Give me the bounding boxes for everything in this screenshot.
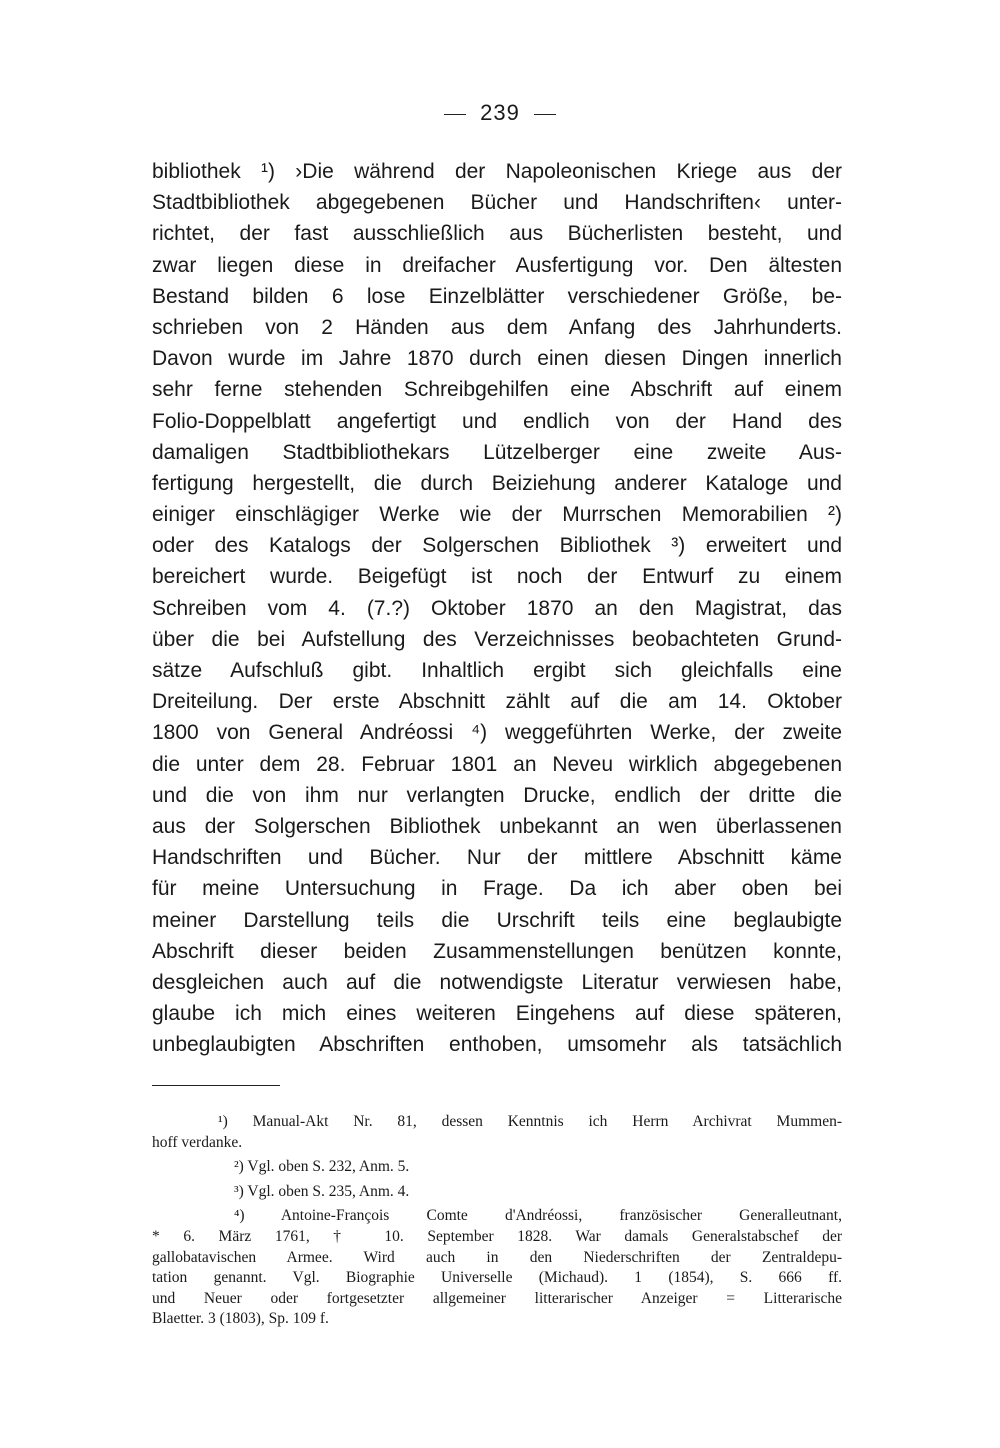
header-dash-left bbox=[444, 114, 466, 115]
text-line: Bestand bilden 6 lose Einzelblätter verschiedener Größe, be- bbox=[152, 284, 842, 308]
text-line: Dreiteilung. Der erste Abschnitt zählt auf die am 14. Oktober bbox=[152, 690, 842, 714]
text-line: desgleichen auch auf die notwendigste Literatur verwiesen habe, bbox=[152, 970, 842, 994]
text-line: die unter dem 28. Februar 1801 an Neveu wirklich abgegebenen bbox=[152, 752, 842, 776]
text-line: über die bei Aufstellung des Verzeichnisses beobachteten Grund- bbox=[152, 627, 842, 651]
text-line: Schreiben vom 4. (7.?) Oktober 1870 an den Magistrat, das bbox=[152, 596, 842, 620]
main-text bbox=[152, 156, 842, 1060]
text-line: Handschriften und Bücher. Nur der mittlere Abschnitt käme bbox=[152, 846, 842, 870]
text-line: für meine Untersuchung in Frage. Da ich aber oben bei bbox=[152, 877, 842, 901]
footnote-line: hoff verdanke. bbox=[152, 1133, 243, 1151]
text-line: und die von ihm nur verlangten Drucke, endlich der dritte die bbox=[152, 783, 842, 807]
text-line: Stadtbibliothek abgegebenen Bücher und Handschriften‹ unter- bbox=[152, 191, 842, 215]
text-line: oder des Katalogs der Solgerschen Bibliothek ³) erweitert und bbox=[152, 534, 842, 558]
footnote-line: tation genannt. Vgl. Biographie Universelle (Michaud). 1 (1854), S. 666 ff. bbox=[152, 1269, 842, 1287]
footnote-line: Blaetter. 3 (1803), Sp. 109 f. bbox=[152, 1310, 329, 1328]
footnote-line: und Neuer oder fortgesetzter allgemeiner litterarischer Anzeiger = Litterarische bbox=[152, 1289, 842, 1307]
text-line: schrieben von 2 Händen aus dem Anfang des Jahrhunderts. bbox=[152, 315, 842, 339]
text-line: Folio-Doppelblatt angefertigt und endlich von der Hand des bbox=[152, 409, 842, 433]
footnote-line: gallobatavischen Armee. Wird auch in den Niederschriften der Zentraldepu- bbox=[152, 1248, 842, 1266]
footnote-line: ⁴) Antoine-François Comte d'Andréossi, französischer Generalleutnant, bbox=[234, 1207, 842, 1225]
text-line: unbeglaubigten Abschriften enthoben, umsomehr als tatsächlich bbox=[152, 1033, 842, 1057]
text-line: damaligen Stadtbibliothekars Lützelberger eine zweite Aus- bbox=[152, 440, 842, 464]
text-line: Davon wurde im Jahre 1870 durch einen diesen Dingen innerlich bbox=[152, 347, 842, 371]
text-line: aus der Solgerschen Bibliothek unbekannt an wen überlassenen bbox=[152, 814, 842, 838]
footnote-4 bbox=[152, 1206, 842, 1330]
text-line: richtet, der fast ausschließlich aus Bücherlisten besteht, und bbox=[152, 222, 842, 246]
text-line: bibliothek ¹) ›Die während der Napoleonischen Kriege aus der bbox=[152, 160, 842, 183]
text-line: Abschrift dieser beiden Zusammenstellungen benützen konnte, bbox=[152, 939, 842, 963]
text-line: meiner Darstellung teils die Urschrift teils eine beglaubigte bbox=[152, 908, 842, 932]
footnote-line: ²) Vgl. oben S. 232, Anm. 5. bbox=[234, 1158, 410, 1176]
text-line: sätze Aufschluß gibt. Inhaltlich ergibt sich gleichfalls eine bbox=[152, 659, 842, 682]
page-header bbox=[0, 100, 1000, 126]
text-line: glaube ich mich eines weiteren Eingehens auf diese späteren, bbox=[152, 1002, 842, 1026]
text-line: 1800 von General Andréossi ⁴) weggeführten Werke, der zweite bbox=[152, 721, 842, 745]
text-line: fertigung hergestellt, die durch Beiziehung anderer Kataloge und bbox=[152, 471, 842, 495]
footnote-line: ³) Vgl. oben S. 235, Anm. 4. bbox=[234, 1182, 410, 1200]
header-dash-right bbox=[534, 114, 556, 115]
footnote-line: ¹) Manual-Akt Nr. 81, dessen Kenntnis ich Herrn Archivrat Mummen- bbox=[218, 1113, 842, 1130]
footnote-divider bbox=[152, 1085, 280, 1086]
footnote-1 bbox=[152, 1112, 842, 1153]
footnote-line: * 6. März 1761, † 10. September 1828. War damals Generalstabschef der bbox=[152, 1227, 842, 1245]
footnote-3 bbox=[152, 1182, 842, 1203]
page-number: 239 bbox=[480, 100, 520, 125]
footnote-2 bbox=[152, 1157, 842, 1178]
footnotes bbox=[152, 1112, 842, 1330]
text-line: einiger einschlägiger Werke wie der Murrschen Memorabilien ²) bbox=[152, 503, 842, 527]
text-line: sehr ferne stehenden Schreibgehilfen eine Abschrift auf einem bbox=[152, 378, 842, 402]
text-line: zwar liegen diese in dreifacher Ausfertigung vor. Den ältesten bbox=[152, 253, 842, 277]
text-line: bereichert wurde. Beigefügt ist noch der Entwurf zu einem bbox=[152, 565, 842, 589]
